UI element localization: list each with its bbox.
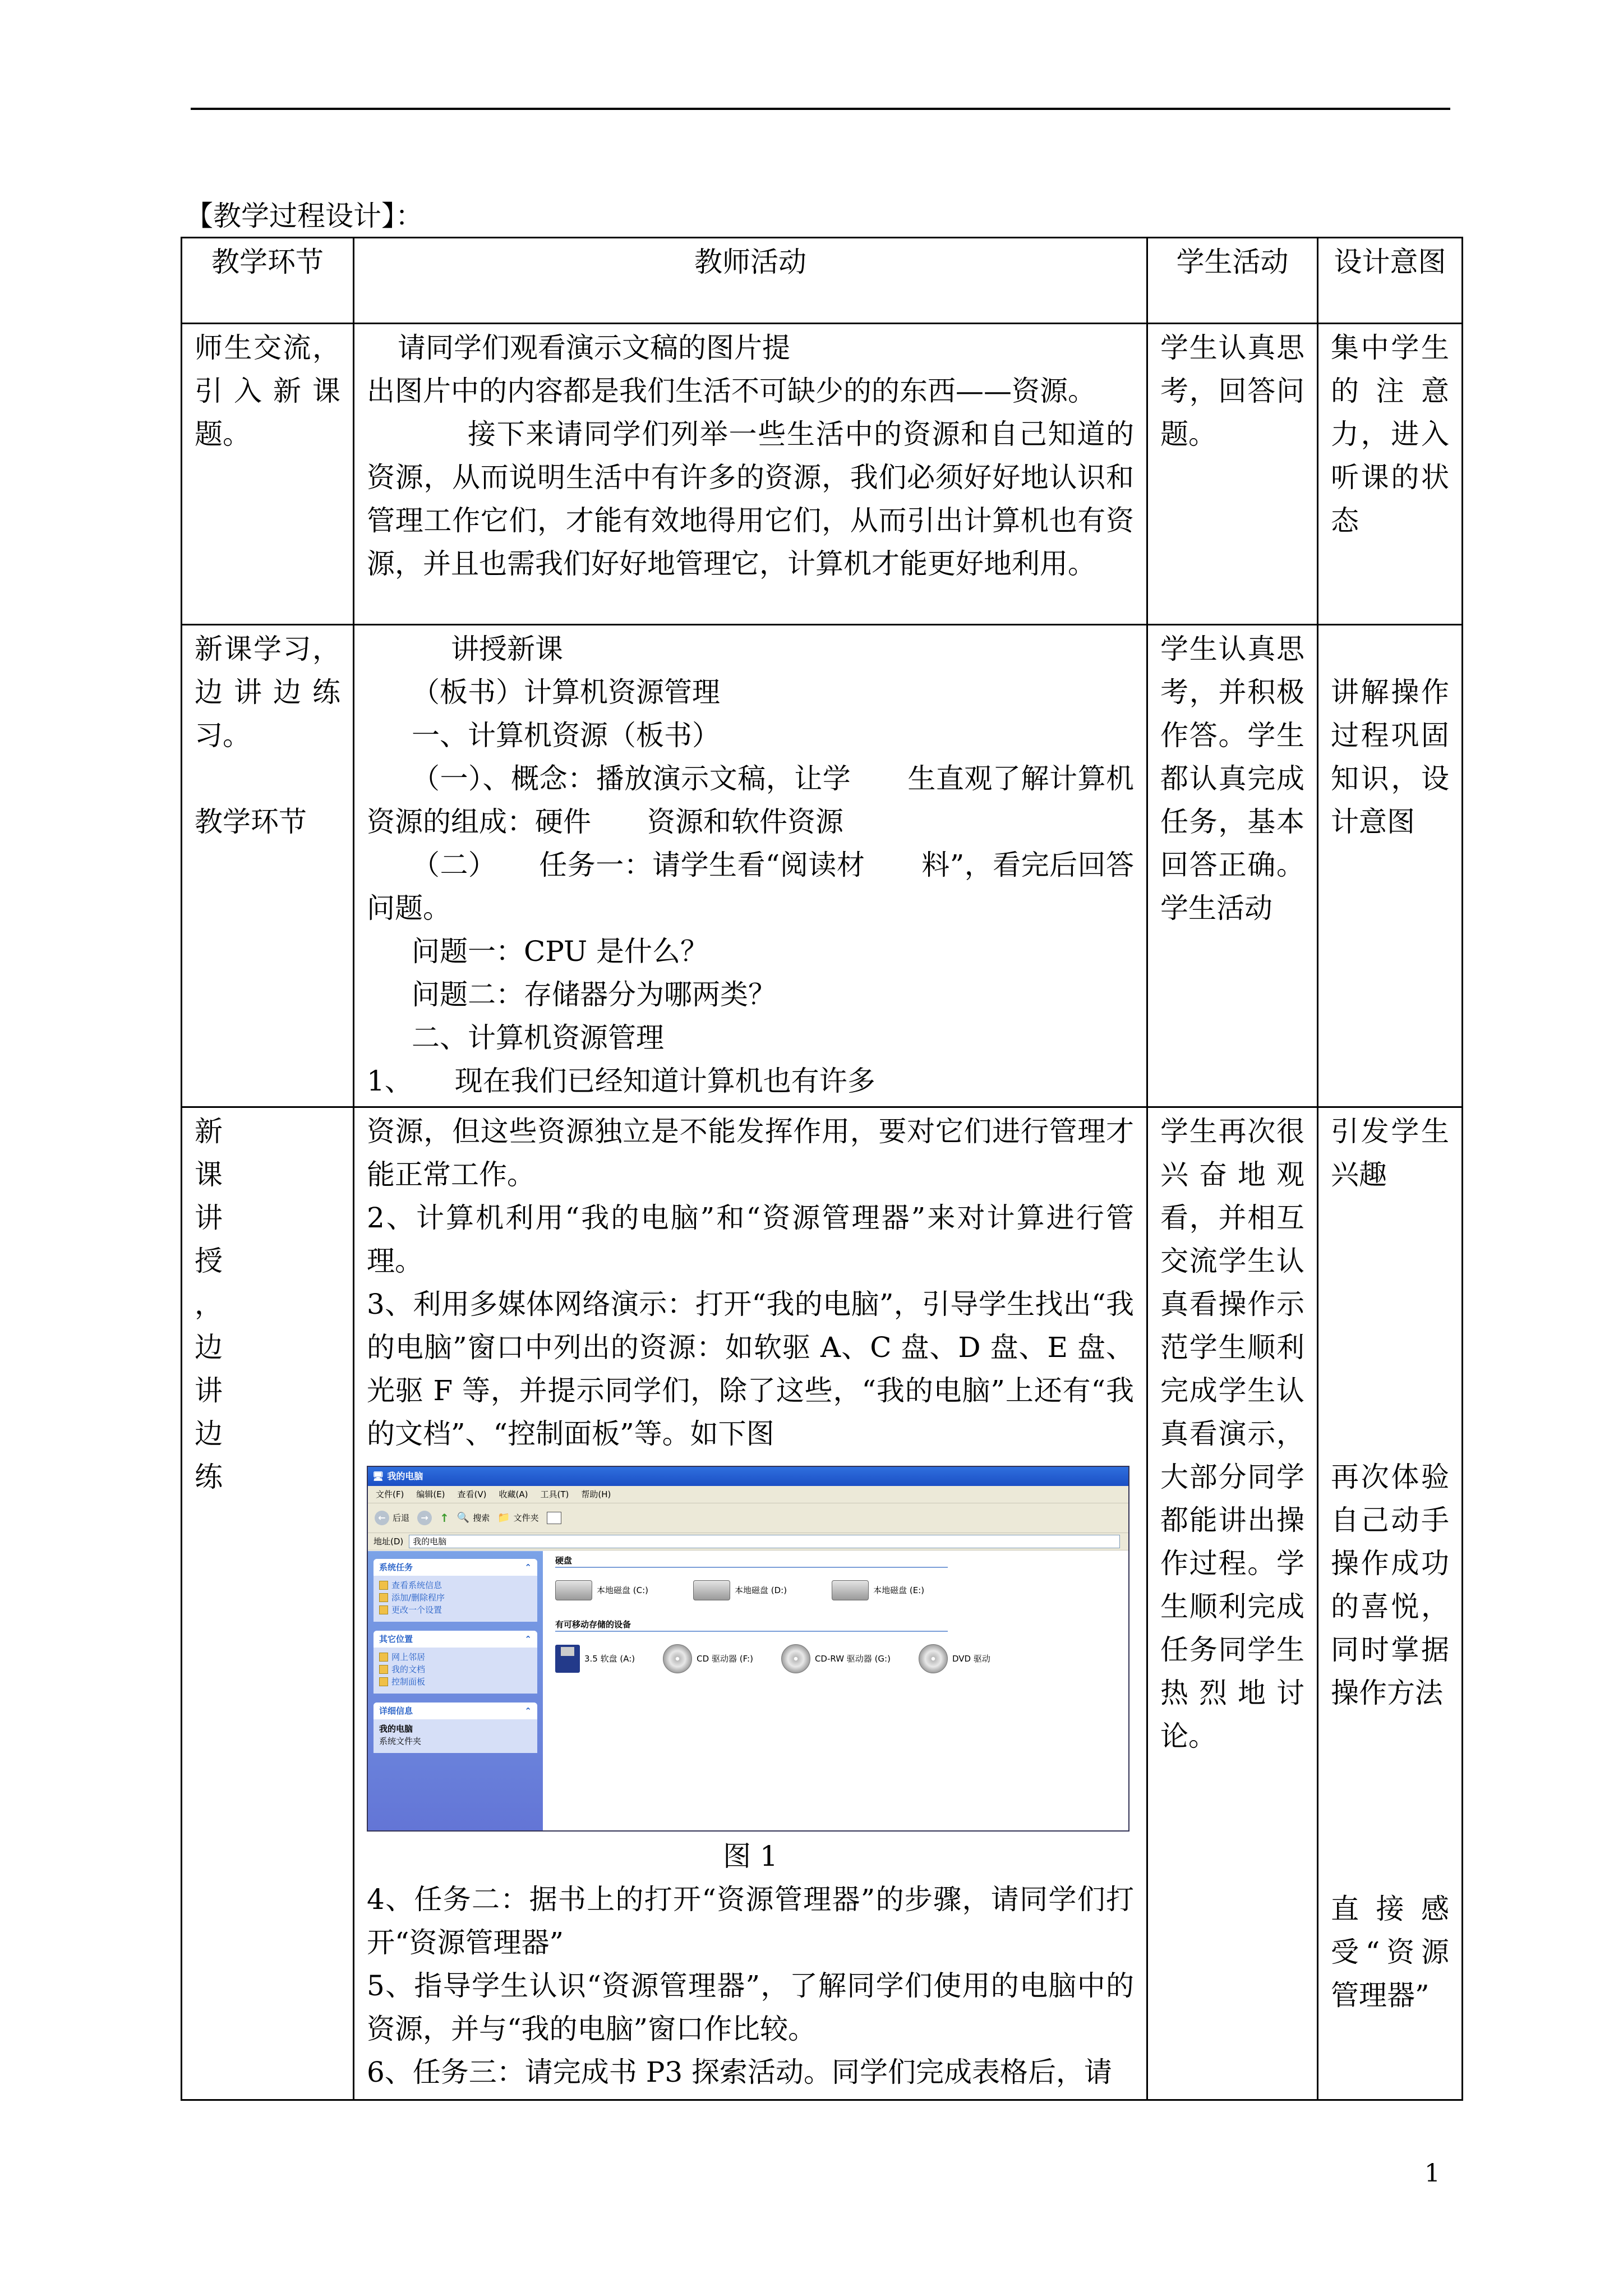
menu-favorites[interactable]: 收藏(A) (499, 1489, 528, 1499)
task-pane (368, 1551, 543, 1830)
place-link-label: 我的文档 (391, 1664, 426, 1674)
task-link-label: 添加/删除程序 (391, 1593, 445, 1603)
header-rule (191, 108, 1450, 110)
hard-disk-icon (693, 1580, 730, 1600)
back-label: 后退 (393, 1513, 410, 1523)
system-tasks-header (374, 1559, 537, 1576)
address-label: 地址(D) (374, 1536, 404, 1547)
row3-stage (182, 1107, 354, 2100)
my-computer-screenshot (367, 1466, 1129, 1832)
row2-teacher-line: 1、 现在我们已经知道计算机也有许多 (367, 1065, 875, 1097)
row2-teacher (354, 625, 1147, 1107)
cd-rw-icon (781, 1644, 810, 1673)
drive-label: 本地磁盘 (C:) (597, 1585, 648, 1595)
place-link[interactable] (379, 1651, 532, 1663)
drive-label: 3.5 软盘 (A:) (584, 1654, 635, 1664)
search-icon: 🔍 (457, 1512, 470, 1524)
hard-disk-group-header: 硬盘 (555, 1556, 948, 1568)
forward-arrow-icon: → (417, 1511, 432, 1525)
other-places-title: 其它位置 (379, 1634, 413, 1644)
folder-icon: 📁 (497, 1512, 510, 1524)
menu-help[interactable]: 帮助(H) (581, 1489, 611, 1499)
collapse-icon[interactable]: ⌃ (524, 1706, 532, 1716)
drive-list (543, 1551, 1128, 1830)
header-stage: 教学环节 (182, 238, 354, 324)
address-value: 我的电脑 (413, 1536, 447, 1547)
dvd-icon (919, 1644, 948, 1673)
search-label: 搜索 (473, 1513, 490, 1523)
task-link-label: 查看系统信息 (391, 1580, 442, 1590)
system-tasks-panel (374, 1559, 537, 1622)
drive-f[interactable] (663, 1644, 753, 1673)
drive-g[interactable] (781, 1644, 891, 1673)
row1-teacher-line: 接下来请同学们列举一些生活中的资源和自己知道的资源，从而说明生活中有许多的资源，我们必须好好地认识和管理工作它们，才能有效地得用它们，从而引出计算机也有资源，并且也需我们好好地管理它，计算机才能更好地利用。 (367, 418, 1134, 580)
row3-intent-text: 再次体验自己动手操作成功的喜悦，同时掌据操作方法 (1331, 1461, 1449, 1709)
removable-group-header: 有可移动存储的设备 (555, 1619, 948, 1632)
system-tasks-title: 系统任务 (379, 1562, 413, 1572)
control-panel-icon (379, 1677, 388, 1686)
task-link[interactable] (379, 1591, 532, 1604)
hard-disk-icon (555, 1580, 592, 1600)
drive-label: CD-RW 驱动器 (G:) (814, 1654, 891, 1664)
details-name: 我的电脑 (379, 1724, 413, 1734)
row3-teacher-para: 6、任务三：请完成书 P3 探索活动。同学们完成表格后，请 (367, 2056, 1113, 2088)
task-link[interactable] (379, 1579, 532, 1591)
row3-teacher-para: 2、计算机利用“我的电脑”和“资源管理器”来对计算进行管理。 (367, 1202, 1134, 1277)
address-bar (368, 1533, 1128, 1550)
info-icon (379, 1581, 388, 1590)
collapse-icon[interactable]: ⌃ (524, 1634, 532, 1644)
row3-stage-char: 练 (195, 1461, 223, 1493)
row3-teacher-para: 5、指导学生认识“资源管理器”，了解同学们使用的电脑中的资源，并与“我的电脑”窗口作比较。 (367, 1970, 1134, 2045)
row3-stage-char: ， (195, 1288, 223, 1320)
row1-teacher-line: 出图片中的内容都是我们生活不可缺少的的东西——资源。 (367, 375, 1096, 407)
row2-teacher-line: （二） 任务一：请学生看“阅读材 料”，看完后回答问题。 (367, 849, 1134, 924)
window-title-bar (368, 1467, 1128, 1486)
other-places-panel (374, 1631, 537, 1694)
figure-caption: 图 1 (723, 1840, 778, 1872)
row3-teacher (354, 1107, 1147, 2100)
hard-disk-icon (832, 1580, 869, 1600)
row3-stage-char: 讲 (195, 1202, 223, 1234)
menu-view[interactable]: 查看(V) (457, 1489, 487, 1499)
window-title: 我的电脑 (387, 1471, 423, 1481)
row3-stage-char: 新 (195, 1115, 223, 1148)
lesson-table (181, 237, 1463, 2101)
other-places-header (374, 1631, 537, 1648)
section-title: 【教学过程设计】： (185, 200, 423, 232)
collapse-icon[interactable]: ⌃ (524, 1562, 532, 1572)
row3-stage-char: 讲 (195, 1374, 223, 1407)
row3-stage-char: 授 (195, 1245, 223, 1277)
drive-d[interactable] (693, 1580, 787, 1600)
menu-edit[interactable]: 编辑(E) (416, 1489, 445, 1499)
row2-teacher-line: （一）、概念：播放演示文稿，让学 生直观了解计算机资源的组成：硬件 资源和软件资源 (367, 762, 1134, 838)
row1-intent: 集中学生的注意力，进入听课的状态 (1318, 324, 1463, 625)
drive-label: 本地磁盘 (D:) (735, 1585, 787, 1595)
floppy-icon (555, 1645, 580, 1673)
row2-teacher-line: 二、计算机资源管理 (412, 1022, 664, 1054)
row3-stage-char: 课 (195, 1158, 223, 1191)
details-header (374, 1703, 537, 1719)
row1-teacher-line: 请同学们观看演示文稿的图片提 (398, 332, 790, 364)
place-link[interactable] (379, 1663, 532, 1676)
row2-teacher-line: 一、计算机资源（板书） (412, 719, 720, 752)
header-intent: 设计意图 (1318, 238, 1463, 324)
header-teacher: 教师活动 (354, 238, 1147, 324)
row3-intent-text: 引发学生兴趣 (1331, 1115, 1449, 1191)
toolbar (368, 1503, 1128, 1533)
row2-intent (1318, 625, 1463, 1107)
forward-button[interactable] (417, 1511, 432, 1525)
place-link-label: 控制面板 (391, 1677, 426, 1687)
address-input[interactable] (409, 1535, 1120, 1548)
row1-stage: 师生交流，引入新课题。 (182, 324, 354, 625)
menu-bar (368, 1486, 1128, 1503)
header-student: 学生活动 (1147, 238, 1318, 324)
cd-icon (663, 1644, 692, 1673)
row2-stage (182, 625, 354, 1107)
row2-intent-text: 讲解操作过程巩固知识，设计意图 (1331, 676, 1449, 838)
drive-label: CD 驱动器 (F:) (697, 1654, 753, 1664)
table-row (182, 324, 1463, 625)
documents-icon (379, 1665, 388, 1674)
drive-label: 本地磁盘 (E:) (873, 1585, 925, 1595)
drive-label: DVD 驱动 (952, 1654, 990, 1664)
back-arrow-icon: ← (375, 1511, 389, 1525)
row2-stage-text-2: 教学环节 (195, 806, 307, 838)
views-icon (547, 1512, 561, 1524)
row2-student: 学生认真思考，并积极作答。学生都认真完成任务，基本回答正确。学生活动 (1147, 625, 1318, 1107)
row2-stage-text: 新课学习，边讲边练习。 (195, 633, 340, 752)
row3-intent-text: 直接感受“资源管理器” (1331, 1893, 1449, 2012)
folders-label: 文件夹 (513, 1513, 539, 1523)
table-row (182, 625, 1463, 1107)
programs-icon (379, 1593, 388, 1602)
task-link[interactable] (379, 1604, 532, 1616)
drive-dvd[interactable] (919, 1644, 990, 1673)
drive-a[interactable] (555, 1644, 635, 1673)
place-link-label: 网上邻居 (391, 1652, 426, 1662)
row3-intent (1318, 1107, 1463, 2100)
window-body (368, 1551, 1128, 1830)
details-panel (374, 1703, 537, 1753)
menu-tools[interactable]: 工具(T) (540, 1489, 569, 1499)
up-button[interactable] (440, 1513, 449, 1523)
row3-student: 学生再次很兴奋地观看，并相互交流学生认真看操作示范学生顺利完成学生认真看演示，大部分同学都能讲出操作过程。学生顺利完成任务同学生热烈地讨论。 (1147, 1107, 1318, 2100)
back-button[interactable] (375, 1511, 409, 1525)
row2-teacher-line: （板书）计算机资源管理 (412, 676, 720, 708)
settings-icon (379, 1605, 388, 1614)
page-number: 1 (1424, 2159, 1440, 2188)
drive-e[interactable] (832, 1580, 924, 1600)
search-button[interactable] (457, 1513, 490, 1523)
views-button[interactable] (547, 1512, 561, 1524)
row1-teacher (354, 324, 1147, 625)
row3-stage-char: 边 (195, 1331, 223, 1364)
row3-teacher-para: 4、任务二：据书上的打开“资源管理器”的步骤，请同学们打开“资源管理器” (367, 1883, 1134, 1959)
place-link[interactable] (379, 1676, 532, 1688)
computer-icon: 🖥 (372, 1471, 384, 1481)
row2-teacher-line: 讲授新课 (451, 633, 563, 665)
drive-c[interactable] (555, 1580, 648, 1600)
details-type: 系统文件夹 (379, 1736, 422, 1746)
row2-teacher-line: 问题一：CPU 是什么？ (412, 935, 709, 968)
row3-teacher-para: 3、利用多媒体网络演示：打开“我的电脑”，引导学生找出“我的电脑”窗口中列出的资源：如软驱 A、C 盘、D 盘、E 盘、光驱 F 等，并提示同学们，除了这些，“我的电脑”上还有“我的文档”、“控制面板”等。如下图 (367, 1288, 1134, 1450)
row1-student: 学生认真思考，回答问题。 (1147, 324, 1318, 625)
row3-teacher-para: 资源，但这些资源独立是不能发挥作用，要对它们进行管理才能正常工作。 (367, 1115, 1134, 1191)
details-title: 详细信息 (379, 1706, 413, 1716)
network-icon (379, 1653, 388, 1662)
row3-stage-char: 边 (195, 1418, 223, 1450)
table-header-row (182, 238, 1463, 324)
up-folder-icon: ↑ (440, 1511, 449, 1525)
table-row (182, 1107, 1463, 2100)
menu-file[interactable]: 文件(F) (376, 1489, 404, 1499)
row2-teacher-line: 问题二：存储器分为哪两类？ (412, 978, 776, 1011)
folders-button[interactable] (497, 1513, 538, 1523)
task-link-label: 更改一个设置 (391, 1605, 442, 1615)
